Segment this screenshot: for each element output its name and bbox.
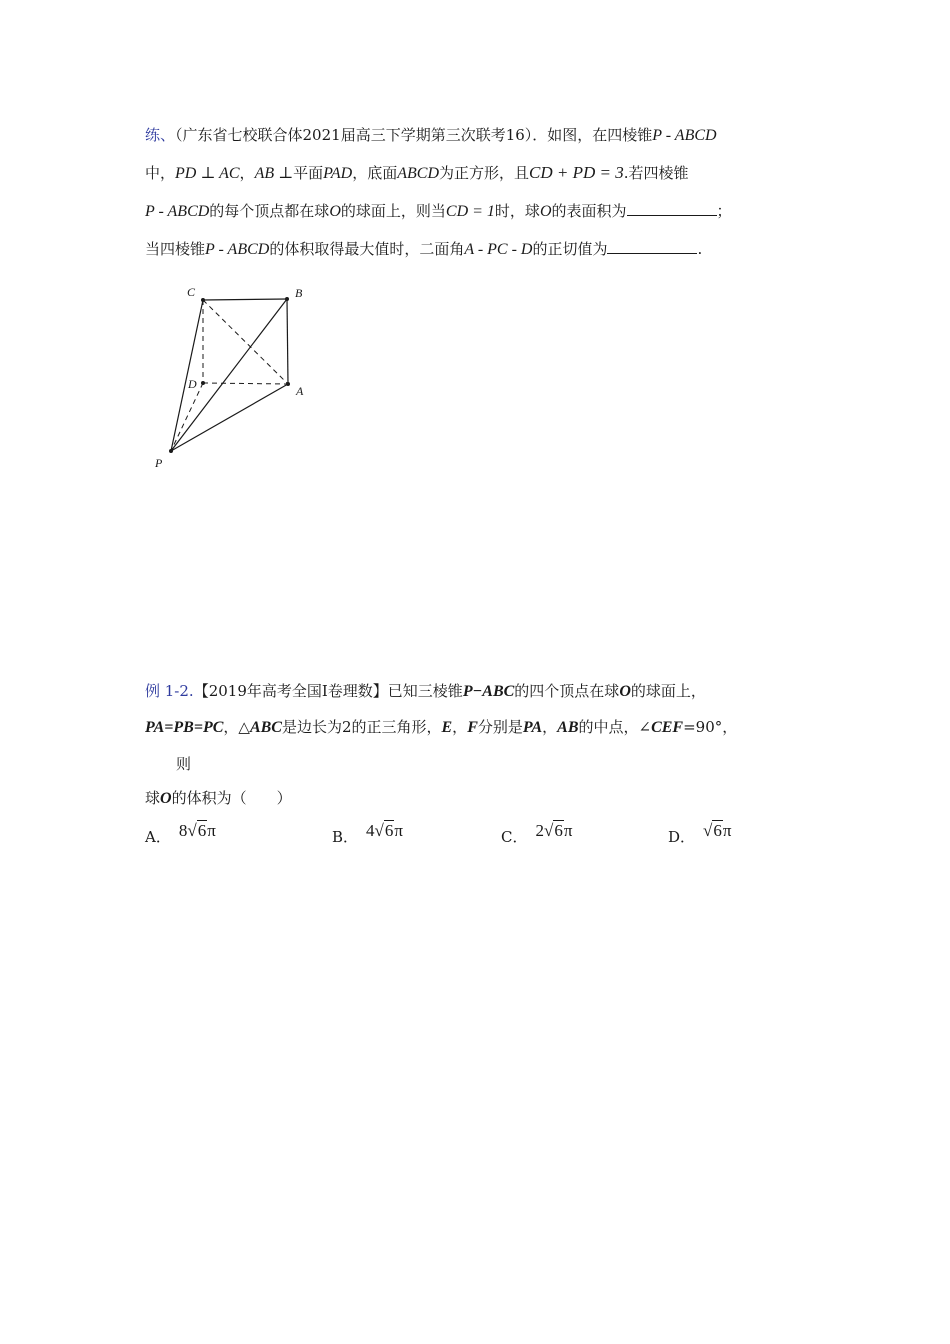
math: AB xyxy=(557,719,579,736)
radicand: 6 xyxy=(713,821,722,840)
text: .若四棱锥 xyxy=(623,164,689,182)
sqrt-icon: √ xyxy=(374,821,384,840)
vertex-c xyxy=(201,298,205,302)
text: 的球面上， xyxy=(630,682,706,700)
pi: π xyxy=(207,821,216,840)
text: 的表面积为 xyxy=(551,202,627,220)
math: O xyxy=(619,683,631,700)
option-d[interactable] xyxy=(668,821,732,848)
label-a: A xyxy=(296,384,304,398)
option-value xyxy=(703,821,731,840)
example-line-4 xyxy=(145,787,292,810)
label-p: P xyxy=(155,456,163,470)
math: A - PC - D xyxy=(464,241,533,258)
answer-blank-2 xyxy=(607,239,697,254)
example-tag: 例 1-2. xyxy=(145,682,194,700)
radicand: 6 xyxy=(197,821,207,840)
practice-line-1 xyxy=(145,124,717,147)
text: ， xyxy=(542,718,558,736)
text: 的体积取得最大值时，二面角 xyxy=(269,240,465,258)
text: 球 xyxy=(145,789,161,807)
math: CD + PD = 3 xyxy=(529,163,624,182)
text: 分别是 xyxy=(477,718,523,736)
practice-line-2 xyxy=(145,162,689,185)
edge-da xyxy=(203,383,288,384)
math: P - ABCD xyxy=(205,241,270,258)
math-pyramid: P - ABCD xyxy=(652,127,717,144)
edge-ba xyxy=(287,299,288,384)
text: ，底面 xyxy=(352,164,398,182)
text: 平面 xyxy=(293,164,324,182)
coef: 2 xyxy=(535,821,544,840)
math: CD = 1 xyxy=(445,203,495,220)
math: AB ⊥ xyxy=(254,165,294,182)
math: PD ⊥ AC xyxy=(175,165,240,182)
math: E xyxy=(441,719,453,736)
practice-line-3 xyxy=(145,200,732,223)
math: CEF xyxy=(651,719,684,736)
option-value xyxy=(535,821,572,840)
option-value xyxy=(366,821,403,840)
text: ，△ xyxy=(223,718,250,736)
label-c: C xyxy=(187,285,196,299)
option-a[interactable] xyxy=(145,821,216,848)
text: 时，球 xyxy=(494,202,540,220)
vertex-b xyxy=(285,297,289,301)
math: O xyxy=(160,790,172,807)
text: ； xyxy=(716,202,732,220)
text: 的四个顶点在球 xyxy=(514,682,620,700)
text: ， xyxy=(239,164,255,182)
text: 的中点，∠ xyxy=(578,718,652,736)
math: O xyxy=(329,203,341,220)
option-value xyxy=(179,821,216,840)
vertex-a xyxy=(286,382,290,386)
example-line-2 xyxy=(145,716,737,739)
practice-line-4 xyxy=(145,238,702,261)
practice-source: （广东省七校联合体2021届高三下学期第三次联考16）．如图，在四棱锥 xyxy=(175,126,653,144)
label-b: B xyxy=(295,286,303,300)
example-line-3 xyxy=(176,753,191,775)
radicand: 6 xyxy=(554,821,563,840)
option-label: D． xyxy=(668,828,696,846)
option-label: B． xyxy=(332,828,359,846)
math: PA=PB=PC xyxy=(145,719,224,736)
text: 是边长为2的正三角形， xyxy=(281,718,442,736)
text: 【2019年高考全国Ⅰ卷理数】已知三棱锥 xyxy=(193,682,463,700)
text: . xyxy=(697,240,703,258)
answer-blank-1 xyxy=(627,201,717,216)
math: O xyxy=(539,203,552,220)
pyramid-figure xyxy=(145,280,320,475)
radicand: 6 xyxy=(384,821,394,840)
sqrt-icon: √ xyxy=(187,821,197,840)
text: ， xyxy=(452,718,468,736)
option-c[interactable] xyxy=(501,821,573,848)
pi: π xyxy=(722,821,732,840)
option-label: A． xyxy=(145,828,171,846)
text: 当四棱锥 xyxy=(145,240,206,258)
math: PAD xyxy=(323,165,353,182)
edge-bp xyxy=(171,299,287,451)
edge-ap xyxy=(171,384,288,451)
math: F xyxy=(467,719,478,736)
option-label: C． xyxy=(501,828,528,846)
practice-tag: 练、 xyxy=(145,126,176,144)
edge-cb xyxy=(203,299,287,300)
pi: π xyxy=(563,821,573,840)
text: =90°， xyxy=(683,718,738,736)
text: 的体积为（ ） xyxy=(171,789,292,807)
coef: 8 xyxy=(178,821,188,840)
text: 的球面上，则当 xyxy=(340,202,446,220)
vertex-d xyxy=(201,381,205,385)
edge-dp xyxy=(171,383,203,451)
option-b[interactable] xyxy=(332,821,403,848)
text: 的正切值为 xyxy=(532,240,608,258)
math: ABCD xyxy=(397,165,440,182)
vertex-p xyxy=(169,449,173,453)
example-line-1 xyxy=(145,680,706,703)
math: PA xyxy=(522,719,543,736)
text: 中， xyxy=(145,164,176,182)
math: P−ABC xyxy=(462,683,515,700)
pi: π xyxy=(394,821,403,840)
sqrt-icon: √ xyxy=(543,821,554,840)
label-d: D xyxy=(188,377,197,391)
text: 则 xyxy=(176,755,192,773)
coef: 4 xyxy=(366,821,375,840)
edge-cp xyxy=(171,300,203,451)
edge-ca xyxy=(203,300,288,384)
text: 为正方形，且 xyxy=(439,164,530,182)
text: 的每个顶点都在球 xyxy=(209,202,330,220)
sqrt-icon: √ xyxy=(703,821,713,840)
math: P - ABCD xyxy=(145,203,210,220)
math: ABC xyxy=(249,719,282,736)
